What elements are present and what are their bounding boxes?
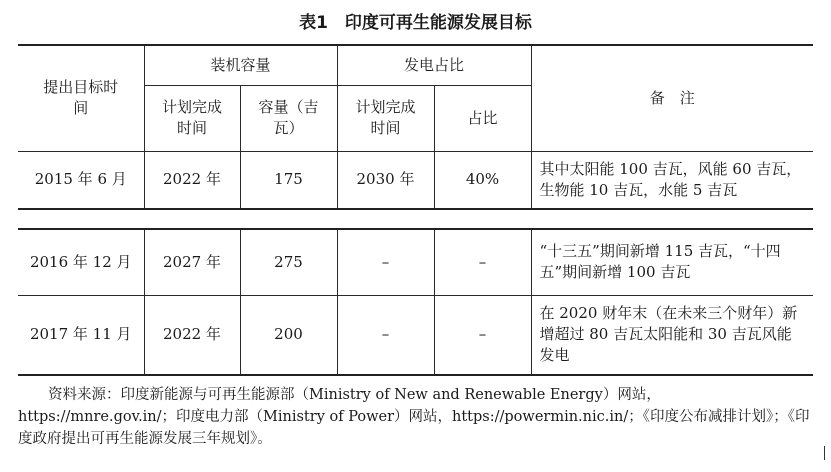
cell-capacity: 175 [240,151,337,209]
cell-share: – [434,295,531,375]
cell-proposal-time: 2015 年 6 月 [18,151,144,209]
cell-proposal-time: 2016 年 12 月 [18,229,144,295]
table-title: 表1 印度可再生能源发展目标 [299,13,532,33]
table-row [18,229,813,295]
header-installed-capacity: 装机容量 [144,45,337,85]
cell-planned-completion-1: 2027 年 [144,229,240,295]
header-capacity-gw: 容量（吉瓦） [240,85,337,151]
table-row [18,295,813,375]
cell-planned-completion-2: – [337,295,434,375]
source-note: 资料来源：印度新能源与可再生能源部（Ministry of New and Renewable Energy）网站，https://mnre.gov.in/；印度电力部（Ministry of Power）网站，https://powermin.nic.in/；《印度公布减排计划》；《印度政府提出可再生能源发展三年规划》。 [18,387,810,447]
table-row [18,151,813,209]
header-notes: 备 注 [531,45,813,151]
cell-note: 在 2020 财年末（在未来三个财年）新增超过 80 吉瓦太阳能和 30 吉瓦风能发电 [531,295,813,375]
text-cursor [824,446,825,460]
targets-table-part-1 [18,44,813,210]
cell-share: 40% [434,151,531,209]
header-planned-completion-2: 计划完成时间 [337,85,434,151]
targets-table-part-2 [18,228,813,376]
cell-proposal-time: 2017 年 11 月 [18,295,144,375]
cell-note: “十三五”期间新增 115 吉瓦，“十四五”期间新增 100 吉瓦 [531,229,813,295]
cell-capacity: 200 [240,295,337,375]
header-planned-completion-1: 计划完成时间 [144,85,240,151]
cell-planned-completion-2: – [337,229,434,295]
cell-share: – [434,229,531,295]
cell-planned-completion-2: 2030 年 [337,151,434,209]
header-share: 占比 [434,85,531,151]
header-generation-share: 发电占比 [337,45,531,85]
cell-capacity: 275 [240,229,337,295]
cell-planned-completion-1: 2022 年 [144,151,240,209]
header-proposal-time: 提出目标时间 [18,45,144,151]
cell-planned-completion-1: 2022 年 [144,295,240,375]
cell-note: 其中太阳能 100 吉瓦，风能 60 吉瓦，生物能 10 吉瓦，水能 5 吉瓦 [531,151,813,209]
